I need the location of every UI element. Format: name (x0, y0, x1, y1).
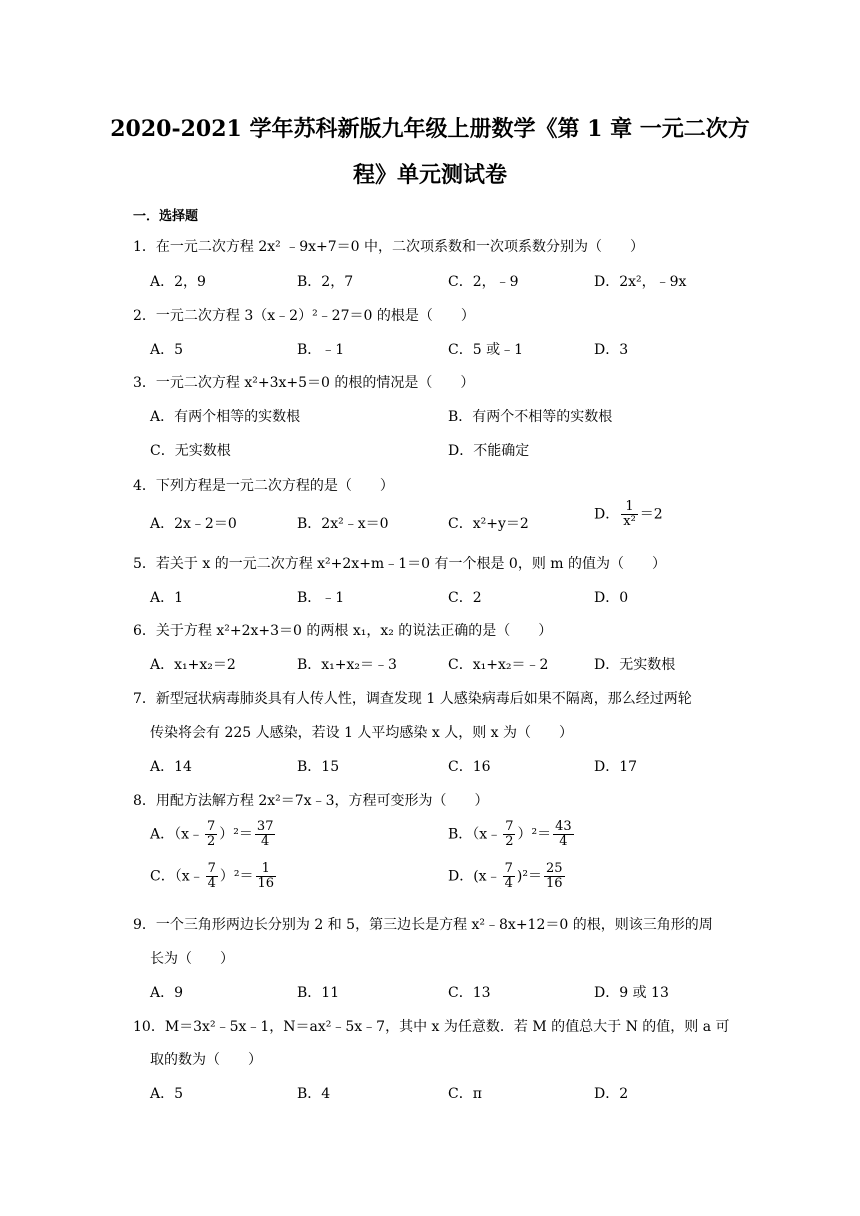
q9-option-d: D．9 或 13 (594, 985, 669, 1001)
question-1-stem: 1．在一元二次方程 2x² ﹣9x+7＝0 中，二次项系数和一次项系数分别为（ ） (133, 239, 645, 255)
question-9-stem-line-2: 长为（ ） (150, 951, 234, 967)
fraction-denominator: 4 (504, 876, 513, 891)
fraction (256, 862, 277, 891)
q6-option-c: C．x₁+x₂＝﹣2 (448, 657, 549, 673)
fraction-denominator: 16 (257, 876, 275, 891)
q8-option-a (150, 820, 277, 849)
q5-option-c: C．2 (448, 590, 482, 606)
q7-option-d: D．17 (594, 759, 638, 775)
fraction-numerator: 25 (545, 861, 563, 876)
fraction-numerator: 7 (504, 861, 513, 876)
fraction (503, 820, 515, 849)
section-heading: 一．选择题 (133, 209, 199, 224)
q4-option-c: C．x²+y＝2 (448, 516, 529, 532)
fraction-numerator: 1 (621, 500, 638, 515)
fraction-numerator: 7 (207, 819, 216, 834)
q5-option-a: A．1 (150, 590, 184, 606)
q4-option-d-rest: ＝2 (639, 506, 663, 523)
question-5-stem: 5．若关于 x 的一元二次方程 x²+2x+m﹣1＝0 有一个根是 0，则 m 的值为（ ） (133, 556, 666, 572)
q9-option-b: B．11 (297, 985, 340, 1001)
option-prefix: D．(x﹣ (448, 868, 501, 885)
question-7-stem-line-1: 7．新型冠状病毒肺炎具有人传人性，调查发现 1 人感染病毒后如果不隔离，那么经过两轮 (133, 691, 692, 707)
fraction-denominator: 2 (505, 834, 514, 849)
q7-option-c: C．16 (448, 759, 491, 775)
fraction-denominator: 4 (207, 876, 216, 891)
fraction (255, 820, 276, 849)
fraction (205, 820, 217, 849)
q9-option-a: A．9 (150, 985, 184, 1001)
q7-option-a: A．14 (150, 759, 192, 775)
q5-option-b: B．﹣1 (297, 590, 345, 606)
option-middle: )²＝ (516, 868, 542, 885)
q8-option-d (448, 862, 567, 891)
q2-option-a: A．5 (150, 342, 184, 358)
q2-option-b: B．﹣1 (297, 342, 345, 358)
option-middle: ）²＝ (219, 868, 254, 885)
q3-option-b: B．有两个不相等的实数根 (448, 409, 613, 425)
q2-option-d: D．3 (594, 342, 629, 358)
q4-option-d (594, 500, 663, 529)
question-10-stem-line-2: 取的数为（ ） (150, 1052, 262, 1068)
q3-option-a: A．有两个相等的实数根 (150, 409, 301, 425)
q10-option-d: D．2 (594, 1086, 629, 1102)
q3-option-d: D．不能确定 (448, 443, 530, 459)
fraction-numerator: 7 (207, 861, 216, 876)
q4-option-d-fraction (621, 500, 638, 529)
fraction (503, 862, 515, 891)
fraction-numerator: 37 (256, 819, 274, 834)
q1-option-c: C．2，﹣9 (448, 274, 519, 290)
fraction-denominator: 4 (559, 834, 568, 849)
question-7-stem-line-2: 传染将会有 225 人感染，若设 1 人平均感染 x 人，则 x 为（ ） (150, 725, 574, 741)
fraction-numerator: 1 (256, 862, 277, 877)
q6-option-a: A．x₁+x₂＝2 (150, 657, 236, 673)
question-2-stem: 2．一元二次方程 3（x﹣2）²﹣27＝0 的根是（ ） (133, 308, 475, 324)
question-9-stem-line-1: 9．一个三角形两边长分别为 2 和 5，第三边长是方程 x²﹣8x+12＝0 的根，则该三角形的周 (133, 917, 713, 933)
q6-option-b: B．x₁+x₂＝﹣3 (297, 657, 397, 673)
option-prefix: C．（x﹣ (150, 868, 204, 885)
q8-option-c (150, 862, 278, 891)
q1-option-a: A．2，9 (150, 274, 206, 290)
question-4-stem: 4．下列方程是一元二次方程的是（ ） (133, 478, 394, 494)
q10-option-a: A．5 (150, 1086, 184, 1102)
fraction-numerator: 43 (555, 819, 572, 834)
fraction (544, 862, 565, 891)
q1-option-d: D．2x²，﹣9x (594, 274, 687, 290)
option-prefix: B．（x﹣ (448, 826, 502, 843)
question-10-stem-line-1: 10．M＝3x²﹣5x﹣1，N＝ax²﹣5x﹣7，其中 x 为任意数．若 M 的值总大于 N 的值，则 a 可 (133, 1019, 730, 1035)
option-middle: ）²＝ (219, 826, 253, 843)
title-line-1: 2020-2021 学年苏科新版九年级上册数学《第 1 章 一元二次方 (110, 116, 750, 142)
fraction-numerator: 7 (505, 819, 514, 834)
question-3-stem: 3．一元二次方程 x²+3x+5＝0 的根的情况是（ ） (133, 375, 475, 391)
option-prefix: A．（x﹣ (150, 826, 204, 843)
q2-option-c: C．5 或﹣1 (448, 342, 523, 358)
fraction (206, 862, 218, 891)
q5-option-d: D．0 (594, 590, 629, 606)
fraction (553, 820, 574, 849)
q8-option-b (448, 820, 576, 849)
option-middle: ）²＝ (517, 826, 552, 843)
fraction-denominator: x² (623, 514, 636, 529)
fraction-denominator: 16 (545, 876, 563, 891)
q10-option-c: C．π (448, 1086, 482, 1102)
q1-option-b: B．2，7 (297, 274, 354, 290)
q4-option-a: A．2x﹣2＝0 (150, 516, 237, 532)
question-8-stem: 8．用配方法解方程 2x²＝7x﹣3，方程可变形为（ ） (133, 793, 489, 809)
q4-option-b: B．2x²﹣x＝0 (297, 516, 389, 532)
fraction-denominator: 4 (261, 834, 270, 849)
q9-option-c: C．13 (448, 985, 491, 1001)
q7-option-b: B．15 (297, 759, 340, 775)
question-6-stem: 6．关于方程 x²+2x+3＝0 的两根 x₁，x₂ 的说法正确的是（ ） (133, 623, 553, 639)
q10-option-b: B．4 (297, 1086, 331, 1102)
title-line-2: 程》单元测试卷 (352, 162, 507, 188)
fraction-denominator: 2 (207, 834, 216, 849)
q3-option-c: C．无实数根 (150, 443, 231, 459)
q4-option-d-prefix: D． (594, 506, 620, 523)
q6-option-d: D．无实数根 (594, 657, 676, 673)
